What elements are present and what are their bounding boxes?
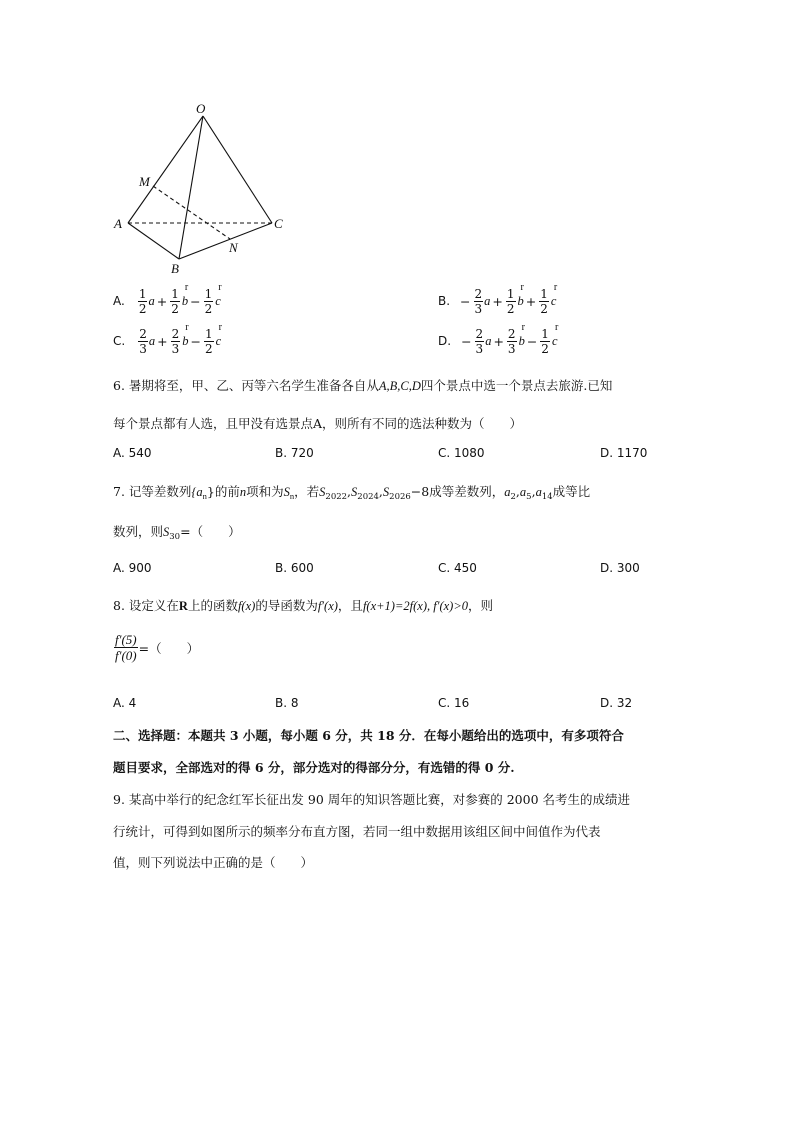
q9-line1: 9. 某高中举行的纪念红军长征出发 90 周年的知识答题比赛，对参赛的 2000 名考生的成绩进 [113,792,631,807]
q9-line2: 行统计，可得到如图所示的频率分布直方图，若同一组中数据用该组区间中间值作为代表 [113,824,601,839]
label-C: C [274,216,283,231]
q7-line2: 数列，则$S_{30}=$（ ） [113,524,241,542]
derivative-ratio: $\frac{f'(5)}{f'(0)}$ [115,632,137,663]
q6-choice-B[interactable]: B. 720 [275,446,314,460]
option-letter: A. [113,294,125,308]
fraction: $\frac{2}{3}$ [507,326,516,356]
vector-c: r c [550,281,558,308]
fraction: $\frac{1}{2}$ [138,286,147,316]
fraction: $\frac{1}{2}$ [540,286,548,316]
edge-OA [128,116,203,223]
label-M: M [139,174,150,189]
q6-choice-D[interactable]: D. 1170 [600,446,648,460]
edge-OC [203,116,272,223]
vector-c: r c [551,321,559,348]
q6-line1: 6. 暑期将至，甲、乙、丙等六名学生准备各自从A,B,C,D四个景点中选一个景点去旅游.已知 [113,378,613,393]
fraction: $\frac{2}{3}$ [474,286,483,316]
edge-BC [179,223,272,259]
q6-choice-C[interactable]: C. 1080 [438,446,485,460]
label-A: A [114,216,122,231]
q7-choice-A[interactable]: A. 900 [113,561,152,575]
fraction: $\frac{2}{3}$ [139,326,147,356]
edge-AB [128,223,179,259]
vector-a: a [485,333,492,348]
fraction: $\frac{1}{2}$ [506,286,515,316]
vector-a: a [148,293,155,308]
fraction: $\frac{2}{3}$ [171,326,180,356]
vector-b: r b [518,321,525,348]
label-B: B [171,261,179,276]
edge-OB [179,116,203,259]
q8-choice-D[interactable]: D. 32 [600,696,633,710]
fraction: $\frac{1}{2}$ [171,286,179,316]
vector-a: a [484,293,491,308]
vector-b: r b [181,281,189,308]
option-letter: B. [438,294,451,308]
q8-choice-A[interactable]: A. 4 [113,696,137,710]
q8-choice-C[interactable]: C. 16 [438,696,470,710]
option-letter: D. [438,334,452,348]
segment-MN-hidden [153,186,230,239]
label-N: N [229,240,238,255]
fraction: $\frac{1}{2}$ [204,286,213,316]
tetrahedron-figure [108,96,298,281]
q7-choice-C[interactable]: C. 450 [438,561,477,575]
q7-choice-D[interactable]: D. 300 [600,561,640,575]
fraction: $\frac{1}{2}$ [541,326,549,356]
q5-option-A[interactable]: A. $\frac{1}{2}$ a + $\frac{1}{2}$ r b − $\frac{1}{2}$ r c [113,281,222,316]
q8-choice-B[interactable]: B. 8 [275,696,299,710]
fraction: $\frac{1}{2}$ [204,326,213,356]
q7-line1: 7. 记等差数列$\{a_n\}$的前n项和为$S_n$，若$S_{2022},S_{2024},S_{2026}-8$成等差数列，$a_2,a_5,a_{14}$成等比 [113,484,591,502]
vector-b: r b [182,321,189,348]
q8-line1: 8. 设定义在R上的函数f(x)的导函数为f′(x)，且f(x+1)=2f(x), f′(x)>0，则 [113,598,494,613]
q7-choice-B[interactable]: B. 600 [275,561,314,575]
label-O: O [196,101,206,116]
vector-c: r c [215,281,222,308]
q8-fraction-line: $\frac{f'(5)}{f'(0)}$ =（ ） [115,632,200,663]
q5-option-B[interactable]: B. − $\frac{2}{3}$ a + $\frac{1}{2}$ r b + $\frac{1}{2}$ r c [438,281,558,316]
section2-heading-line1: 二、选择题：本题共 3 小题，每小题 6 分，共 18 分．在每小题给出的选项中，有多项符合 [113,728,624,743]
q6-line2: 每个景点都有人选，且甲没有选景点A，则所有不同的选法种数为（ ） [113,416,523,431]
q6-choice-A[interactable]: A. 540 [113,446,152,460]
q9-line3: 值，则下列说法中正确的是（ ） [113,855,314,870]
vector-a: a [148,333,156,348]
q5-option-C[interactable]: C. $\frac{2}{3}$ a + $\frac{2}{3}$ r b − $\frac{1}{2}$ r c [113,321,222,356]
section2-heading-line2: 题目要求，全部选对的得 6 分，部分选对的得部分分，有选错的得 0 分. [113,760,515,775]
option-letter: C. [113,334,126,348]
vector-c: r c [215,321,222,348]
fraction: $\frac{2}{3}$ [475,326,484,356]
vector-b: r b [517,281,524,308]
q5-option-D[interactable]: D. − $\frac{2}{3}$ a + $\frac{2}{3}$ r b − $\frac{1}{2}$ r c [438,321,559,356]
